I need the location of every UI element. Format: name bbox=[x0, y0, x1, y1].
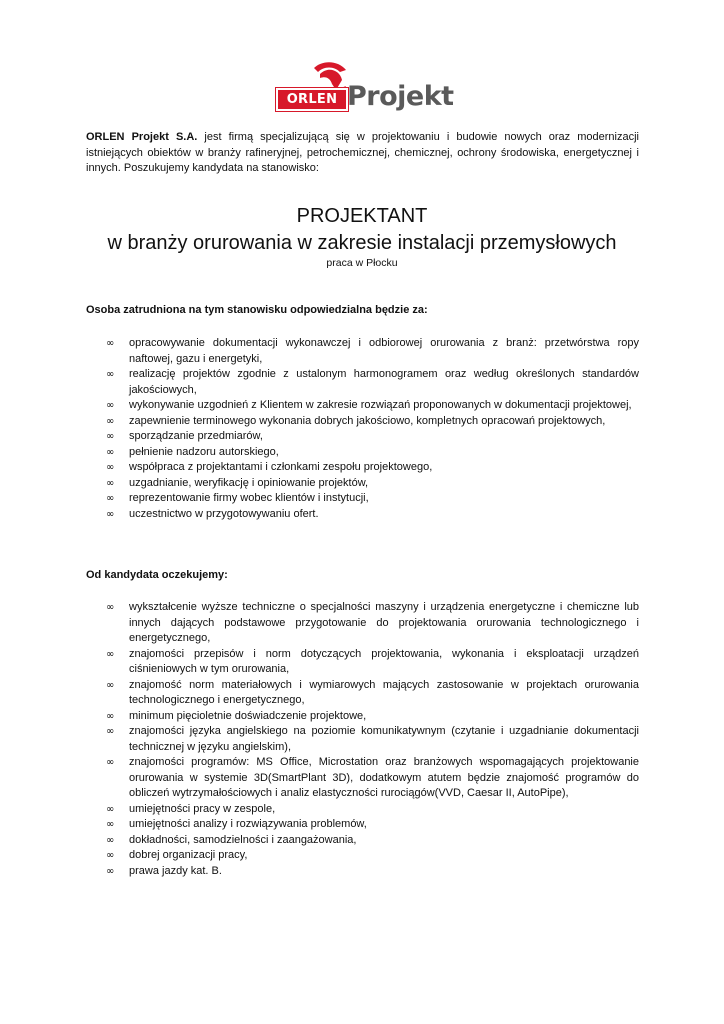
list-item: ∞ realizację projektów zgodnie z ustalonym harmonogramem oraz według określonych standardów jakościowych, bbox=[106, 368, 639, 396]
bullet-icon: ∞ bbox=[106, 493, 115, 504]
bullet-icon: ∞ bbox=[106, 679, 115, 691]
bullet-icon: ∞ bbox=[106, 865, 115, 877]
bullet-icon: ∞ bbox=[106, 338, 115, 349]
list-item: ∞ wykonywanie uzgodnień z Klientem w zakresie rozwiązań proponowanych w dokumentacji projektowej, bbox=[86, 398, 639, 414]
bullet-icon: ∞ bbox=[106, 850, 115, 861]
requirements-list bbox=[86, 600, 639, 879]
list-item: ∞ współpraca z projektantami i członkami zespołu projektowego, bbox=[86, 460, 639, 476]
list-item: ∞ uzgadnianie, weryfikację i opiniowanie projektów, bbox=[86, 476, 639, 492]
list-item: ∞ znajomości przepisów i norm dotyczących projektowania, wykonania i eksploatacji urządzeń ciśnieniowych w tym orurowania, bbox=[106, 647, 639, 675]
list-item: ∞ znajomości programów: MS Office, Microstation oraz branżowych wspomagających projektowanie orurowania w systemie 3D(SmartPlant 3D), dodatkowym atutem będzie znajomość programów do obliczeń wytrzymałościowych i analiz elastyczności rurociągów(VVD, Caesar II, AutoPipe), bbox=[106, 756, 639, 799]
list-item: ∞ reprezentowanie firmy wobec klientów i instytucji, bbox=[86, 491, 639, 507]
bullet-icon: ∞ bbox=[106, 648, 115, 660]
list-item: ∞ znajomość norm materiałowych i wymiarowych mających zastosowanie w projektach orurowania technologicznego i energetycznego, bbox=[106, 678, 639, 706]
list-item: ∞ prawa jazdy kat. B. bbox=[86, 864, 639, 880]
list-item: ∞ znajomości języka angielskiego na poziomie komunikatywnym (czytanie i uzgadnianie dokumentacji technicznej w języku angielskim), bbox=[106, 725, 639, 753]
job-location: praca w Płocku bbox=[326, 257, 398, 269]
list-item: ∞ wykształcenie wyższe techniczne o specjalności maszyny i urządzenia energetyczne i chemiczne lub innych dających podstawowe przygotowanie do projektowania orurowania technologicznego i energetycznego, bbox=[106, 601, 639, 644]
list-item: ∞ sporządzanie przedmiarów, bbox=[86, 429, 639, 445]
list-item: ∞ umiejętności analizy i rozwiązywania problemów, bbox=[86, 817, 639, 833]
intro-text: jest firmą specjalizującą się w projektowaniu i budowie nowych oraz modernizacji istniejących obiektów w branży rafineryjnej, petrochemicznej, chemicznej, ochrony środowiska, energetycznej i innych. Poszukujemy kandydata na stanowisko: bbox=[86, 131, 639, 174]
bullet-icon: ∞ bbox=[106, 803, 115, 815]
list-item: ∞ uczestnictwo w przygotowywaniu ofert. bbox=[86, 507, 639, 523]
list-item: ∞ umiejętności pracy w zespole, bbox=[86, 802, 639, 818]
list-item: ∞ dobrej organizacji pracy, bbox=[86, 848, 639, 864]
list-item: ∞ dokładności, samodzielności i zaangażowania, bbox=[86, 833, 639, 849]
orlen-badge: ORLEN bbox=[276, 88, 348, 111]
bullet-icon: ∞ bbox=[106, 431, 115, 442]
bullet-icon: ∞ bbox=[106, 819, 115, 830]
bullet-icon: ∞ bbox=[106, 757, 115, 768]
list-item: ∞ zapewnienie terminowego wykonania dobrych jakościowo, kompletnych opracowań projektowych, bbox=[86, 414, 639, 430]
company-name: ORLEN Projekt S.A. bbox=[86, 131, 198, 143]
bullet-icon: ∞ bbox=[106, 400, 115, 411]
requirements-heading: Od kandydata oczekujemy: bbox=[86, 569, 228, 581]
bullet-icon: ∞ bbox=[106, 446, 115, 458]
responsibilities-heading: Osoba zatrudniona na tym stanowisku odpowiedzialna będzie za: bbox=[86, 304, 428, 316]
bullet-icon: ∞ bbox=[106, 834, 115, 846]
list-item: ∞ minimum pięcioletnie doświadczenie projektowe, bbox=[86, 709, 639, 725]
bullet-icon: ∞ bbox=[106, 602, 115, 613]
intro-paragraph bbox=[86, 130, 639, 177]
list-item: ∞ opracowywanie dokumentacji wykonawczej i odbiorowej orurowania z branż: przetwórstwa ropy naftowej, gazu i energetyki, bbox=[106, 337, 639, 365]
job-title: PROJEKTANT bbox=[296, 205, 428, 227]
bullet-icon: ∞ bbox=[106, 477, 115, 489]
job-field: w branży orurowania w zakresie instalacji przemysłowych bbox=[107, 232, 617, 254]
bullet-icon: ∞ bbox=[106, 710, 115, 722]
bullet-icon: ∞ bbox=[106, 415, 115, 427]
list-item: ∞ pełnienie nadzoru autorskiego, bbox=[86, 445, 639, 461]
bullet-icon: ∞ bbox=[106, 508, 115, 520]
brand-name: Projekt bbox=[347, 81, 454, 112]
bullet-icon: ∞ bbox=[106, 462, 115, 473]
responsibilities-list bbox=[86, 336, 639, 522]
bullet-icon: ∞ bbox=[106, 369, 115, 380]
bullet-icon: ∞ bbox=[106, 726, 115, 737]
